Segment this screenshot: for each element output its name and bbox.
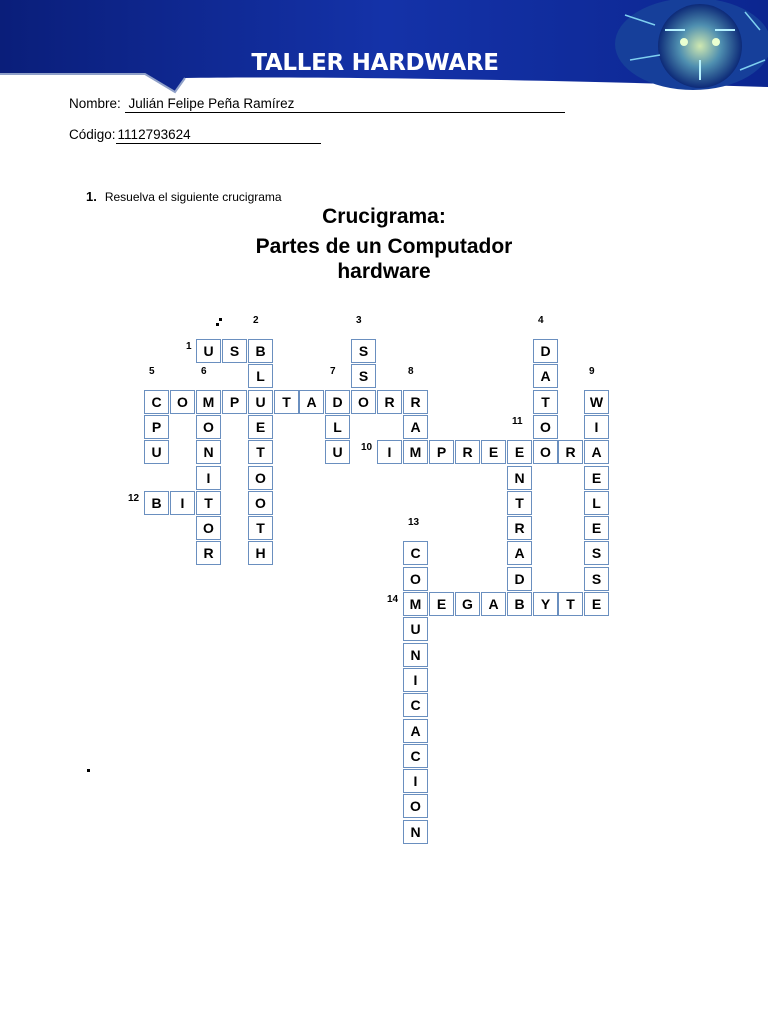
crossword-cell: P <box>222 390 247 414</box>
crossword-cell: U <box>403 617 428 641</box>
clue-number: 1 <box>186 341 192 352</box>
nombre-value: Julián Felipe Peña Ramírez <box>125 96 565 113</box>
crossword-cell: T <box>533 390 558 414</box>
clue-number: 4 <box>538 315 544 326</box>
crossword-cell: L <box>248 364 273 388</box>
crossword-cell: D <box>507 567 532 591</box>
crossword-cell: R <box>558 440 583 464</box>
crossword-cell: P <box>429 440 454 464</box>
header-banner <box>0 0 768 96</box>
crossword-cell: D <box>533 339 558 363</box>
crossword-cell: A <box>403 719 428 743</box>
crossword-cell: T <box>248 440 273 464</box>
clue-number: 7 <box>330 366 336 377</box>
tech-face-image <box>615 0 768 90</box>
crossword-cell: P <box>144 415 169 439</box>
crossword-subtitle-2: hardware <box>337 260 431 283</box>
crossword-cell: O <box>403 567 428 591</box>
crossword-cell: O <box>403 794 428 818</box>
crossword-cell: L <box>325 415 350 439</box>
question-number: 1. <box>86 189 97 204</box>
clue-number: 11 <box>512 416 523 427</box>
crossword-cell: T <box>558 592 583 616</box>
crossword-cell: D <box>325 390 350 414</box>
crossword-cell: S <box>584 541 609 565</box>
bullet-dot <box>216 323 219 326</box>
crossword-cell: E <box>248 415 273 439</box>
crossword-cell: E <box>584 592 609 616</box>
crossword-cell: M <box>196 390 221 414</box>
crossword-cell: N <box>507 466 532 490</box>
crossword-cell: A <box>507 541 532 565</box>
crossword-cell: T <box>507 491 532 515</box>
crossword-cell: U <box>196 339 221 363</box>
crossword-cell: M <box>403 440 428 464</box>
nombre-label: Nombre: <box>69 96 121 111</box>
crossword-cell: E <box>584 466 609 490</box>
clue-number: 6 <box>201 366 207 377</box>
crossword-cell: C <box>403 541 428 565</box>
crossword-cell: R <box>196 541 221 565</box>
crossword-cell: R <box>455 440 480 464</box>
crossword-cell: H <box>248 541 273 565</box>
crossword-cell: O <box>196 415 221 439</box>
crossword-cell: N <box>403 820 428 844</box>
crossword-cell: A <box>584 440 609 464</box>
crossword-cell: C <box>144 390 169 414</box>
crossword-cell: N <box>403 643 428 667</box>
crossword-cell: I <box>584 415 609 439</box>
crossword-cell: U <box>144 440 169 464</box>
crossword-cell: L <box>584 491 609 515</box>
crossword-cell: C <box>403 744 428 768</box>
bullet-dot <box>87 769 90 772</box>
crossword-cell: E <box>481 440 506 464</box>
crossword-cell: R <box>377 390 402 414</box>
crossword-cell: S <box>351 339 376 363</box>
codigo-field <box>69 127 321 144</box>
crossword-cell: I <box>170 491 195 515</box>
crossword-cell: T <box>248 516 273 540</box>
crossword-cell: A <box>299 390 324 414</box>
crossword-cell: I <box>196 466 221 490</box>
crossword-cell: U <box>248 390 273 414</box>
nombre-field <box>69 96 565 113</box>
crossword-cell: A <box>533 364 558 388</box>
crossword-cell: R <box>507 516 532 540</box>
crossword-cell: I <box>403 668 428 692</box>
codigo-value: 1112793624 <box>116 127 321 144</box>
crossword-cell: W <box>584 390 609 414</box>
crossword-cell: T <box>274 390 299 414</box>
clue-number: 2 <box>253 315 259 326</box>
codigo-label: Código: <box>69 127 116 142</box>
crossword-cell: O <box>533 415 558 439</box>
clue-number: 14 <box>387 594 399 605</box>
crossword-cell: B <box>144 491 169 515</box>
crossword-title: Crucigrama: <box>322 205 446 228</box>
crossword-cell: B <box>248 339 273 363</box>
clue-number: 5 <box>149 366 155 377</box>
crossword-cell: U <box>325 440 350 464</box>
crossword-cell: O <box>351 390 376 414</box>
crossword-cell: C <box>403 693 428 717</box>
crossword-cell: B <box>507 592 532 616</box>
question-text: Resuelva el siguiente crucigrama <box>104 190 282 204</box>
question-1 <box>86 189 282 204</box>
crossword-subtitle: Partes de un Computador <box>255 235 513 258</box>
crossword-cell: A <box>481 592 506 616</box>
crossword-cell: S <box>222 339 247 363</box>
bullet-dot <box>219 318 222 321</box>
clue-number: 9 <box>589 366 595 377</box>
clue-number: 3 <box>356 315 362 326</box>
crossword-cell: O <box>196 516 221 540</box>
crossword-cell: T <box>196 491 221 515</box>
clue-number: 12 <box>128 493 140 504</box>
crossword-cell: E <box>584 516 609 540</box>
crossword-cell: S <box>351 364 376 388</box>
crossword-cell: O <box>248 491 273 515</box>
crossword-cell: G <box>455 592 480 616</box>
crossword-cell: A <box>403 415 428 439</box>
crossword-cell: M <box>403 592 428 616</box>
clue-number: 8 <box>408 366 414 377</box>
crossword-cell: O <box>170 390 195 414</box>
crossword-cell: I <box>403 769 428 793</box>
page-title: TALLER HARDWARE <box>251 50 499 76</box>
crossword-cell: S <box>584 567 609 591</box>
crossword-cell: I <box>377 440 402 464</box>
crossword-cell: R <box>403 390 428 414</box>
clue-number: 10 <box>361 442 373 453</box>
crossword-cell: N <box>196 440 221 464</box>
clue-number: 13 <box>408 517 420 528</box>
crossword-cell: E <box>429 592 454 616</box>
crossword-cell: O <box>248 466 273 490</box>
crossword-cell: E <box>507 440 532 464</box>
crossword-cell: O <box>533 440 558 464</box>
crossword-cell: Y <box>533 592 558 616</box>
